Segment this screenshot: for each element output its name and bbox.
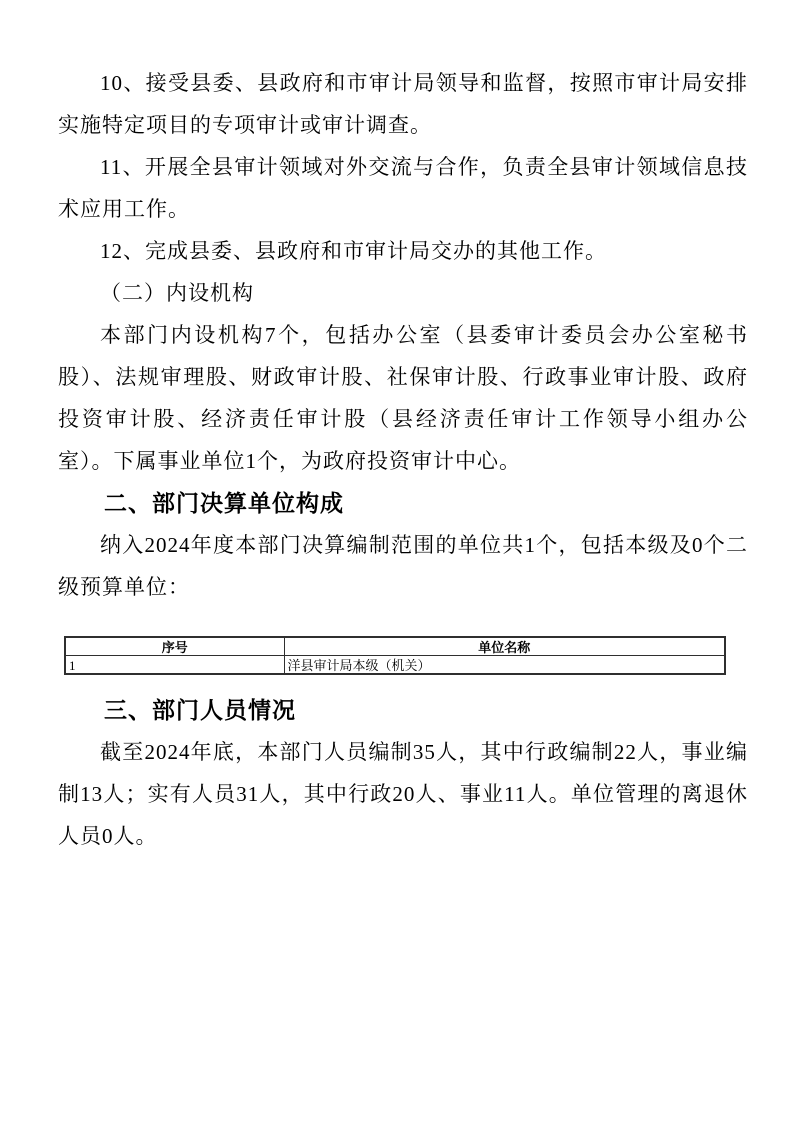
paragraph-line: 级预算单位： <box>58 575 190 599</box>
table-row <box>65 656 725 675</box>
paragraph-line: 实施特定项目的专项审计或审计调查。 <box>58 113 432 137</box>
paragraph-line: 纳入2024年度本部门决算编制范围的单位共1个，包括本级及0个二 <box>100 533 748 557</box>
paragraph-internal-org <box>58 314 748 482</box>
paragraph-line: 本部门内设机构7个，包括办公室（县委审计委员会办公室秘书 <box>100 323 748 347</box>
unit-table-wrapper <box>64 636 726 675</box>
unit-table-header-row <box>65 637 725 656</box>
paragraph-duty-11 <box>58 146 748 230</box>
paragraph-unit-composition <box>58 524 748 608</box>
paragraph-line: 12、完成县委、县政府和市审计局交办的其他工作。 <box>100 239 607 263</box>
paragraph-line: 截至2024年底，本部门人员编制35人，其中行政编制22人，事业编 <box>100 740 748 764</box>
section-heading-unit-composition: 二、部门决算单位构成 <box>104 490 344 516</box>
paragraph-line: 11、开展全县审计领域对外交流与合作，负责全县审计领域信息技 <box>100 155 748 179</box>
unit-row-name: 洋县审计局本级（机关） <box>284 656 725 675</box>
paragraph-line: 10、接受县委、县政府和市审计局领导和监督，按照市审计局安排 <box>100 71 748 95</box>
paragraph-line: （二）内设机构 <box>100 281 254 305</box>
unit-table-header-name: 单位名称 <box>284 637 725 656</box>
paragraph-duty-10 <box>58 62 748 146</box>
paragraph-line: 制13人；实有人员31人，其中行政20人、事业11人。单位管理的离退休 <box>58 782 748 806</box>
unit-table <box>64 636 726 675</box>
paragraph-line: 股）、法规审理股、财政审计股、社保审计股、行政事业审计股、政府 <box>58 365 748 389</box>
paragraph-line: 投资审计股、经济责任审计股（县经济责任审计工作领导小组办公 <box>58 407 748 431</box>
paragraph-line: 术应用工作。 <box>58 197 190 221</box>
section-heading-personnel: 三、部门人员情况 <box>104 697 296 723</box>
subheading-internal-org <box>58 272 748 314</box>
unit-table-header-no: 序号 <box>65 637 284 656</box>
unit-row-no: 1 <box>65 656 284 675</box>
paragraph-duty-12 <box>58 230 748 272</box>
paragraph-line: 人员0人。 <box>58 824 158 848</box>
paragraph-personnel <box>58 731 748 857</box>
paragraph-line: 室）。下属事业单位1个，为政府投资审计中心。 <box>58 449 521 473</box>
document-content <box>58 62 748 857</box>
